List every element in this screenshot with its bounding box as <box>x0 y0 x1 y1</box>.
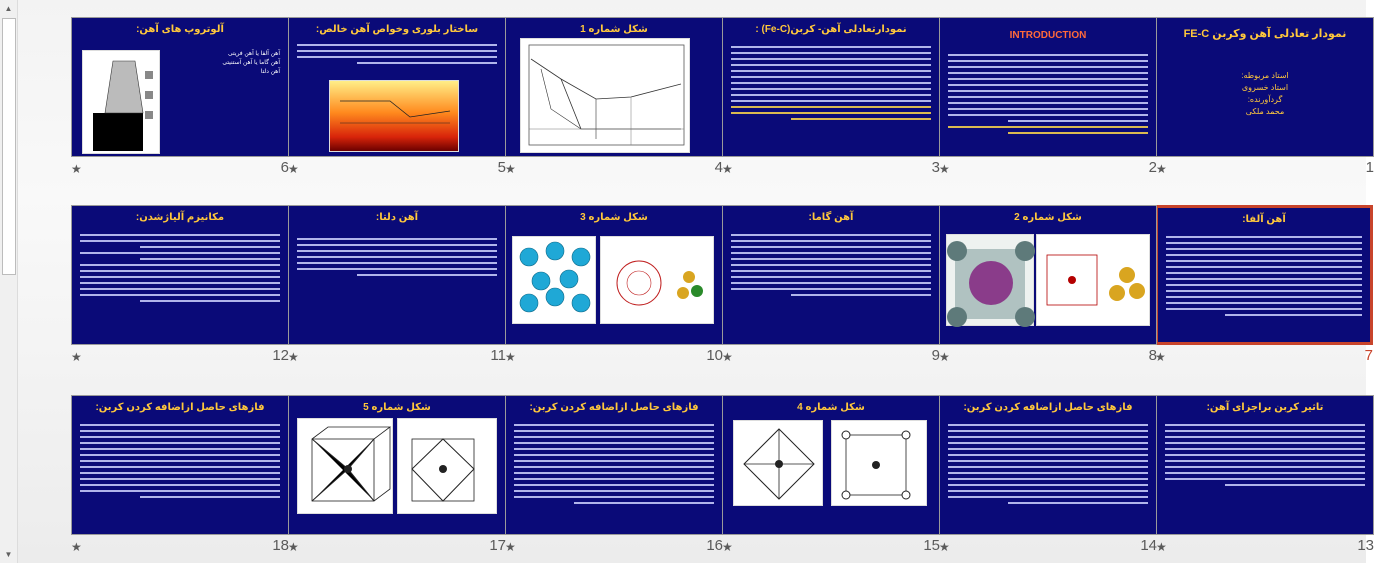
slide-thumbnail-1[interactable] <box>1156 17 1380 182</box>
phase-diagram-image <box>520 38 690 153</box>
star-icon[interactable]: ★ <box>722 540 733 554</box>
bcc-lattice-image <box>1036 234 1150 326</box>
slide-text-block <box>948 54 1148 138</box>
slide-number: 17 <box>489 537 506 554</box>
slide-number: 13 <box>1357 537 1374 554</box>
bullet-item: آهن آلفا یا آهن فریتی <box>228 51 280 57</box>
cubic-lattice-icon <box>398 419 498 515</box>
slide-text-block <box>731 46 931 124</box>
slide-preview[interactable] <box>288 205 506 345</box>
temperature-chart-image <box>329 80 459 152</box>
bcc-structure-image <box>946 234 1034 326</box>
slide-thumbnail-16[interactable] <box>505 395 729 560</box>
tetrahedral-lattice-icon <box>298 419 394 515</box>
slide-number: 4 <box>714 159 723 176</box>
star-icon[interactable]: ★ <box>1156 540 1167 554</box>
slide-preview[interactable] <box>71 17 289 157</box>
star-icon[interactable]: ★ <box>71 540 82 554</box>
slide-preview[interactable] <box>939 395 1157 535</box>
crystal-lattice-image-a <box>297 418 393 514</box>
slide-number: 2 <box>1148 159 1157 176</box>
slide-preview[interactable] <box>288 395 506 535</box>
slide-preview[interactable] <box>505 395 723 535</box>
slide-thumbnail-15[interactable] <box>722 395 946 560</box>
slide-title: شکل شماره 5 <box>363 402 431 413</box>
slide-title: INTRODUCTION <box>1009 30 1087 41</box>
slide-number: 8 <box>1148 347 1157 364</box>
slide-text-block <box>1165 424 1365 490</box>
slide-thumbnail-7[interactable] <box>1155 205 1379 370</box>
slide-thumbnail-5[interactable] <box>288 17 512 182</box>
slide-number: 11 <box>490 347 506 364</box>
slide-title: آهن دلتا: <box>375 212 419 223</box>
slide-text-block <box>948 424 1148 508</box>
slide-title: آهن آلفا: <box>1242 214 1286 225</box>
crystal-lattice-image-a <box>733 420 823 506</box>
slide-preview[interactable] <box>71 205 289 345</box>
star-icon[interactable]: ★ <box>505 350 516 364</box>
slide-title: آهن گاما: <box>808 212 854 223</box>
slide-number: 15 <box>923 537 940 554</box>
slide-preview[interactable] <box>722 205 940 345</box>
bcc-lattice-icon <box>1037 235 1151 327</box>
star-icon[interactable]: ★ <box>288 540 299 554</box>
star-icon[interactable]: ★ <box>71 350 82 364</box>
slide-thumbnail-18[interactable] <box>71 395 295 560</box>
slide-text-line: گردآورنده: <box>1247 95 1283 104</box>
star-icon[interactable]: ★ <box>505 162 516 176</box>
slide-preview[interactable] <box>1156 395 1374 535</box>
bullet-item: آهن دلتا <box>260 69 280 75</box>
star-icon[interactable]: ★ <box>1155 350 1166 364</box>
slide-preview[interactable] <box>1156 17 1374 157</box>
crystal-lattice-image-b <box>831 420 927 506</box>
slide-number: 3 <box>931 159 940 176</box>
fcc-structure-image <box>512 236 596 324</box>
slide-number: 14 <box>1140 537 1157 554</box>
slide-bullets <box>182 50 280 150</box>
star-icon[interactable]: ★ <box>939 162 950 176</box>
slide-thumbnail-6[interactable] <box>71 17 295 182</box>
slide-number: 5 <box>497 159 506 176</box>
slide-thumbnail-13[interactable] <box>1156 395 1380 560</box>
slide-thumbnail-3[interactable] <box>722 17 946 182</box>
slide-text-block <box>731 234 931 300</box>
slide-text-line: استاد خسروی <box>1241 83 1289 92</box>
slide-thumbnail-14[interactable] <box>939 395 1163 560</box>
slide-text-line: استاد مربوطه: <box>1241 71 1289 80</box>
slide-preview[interactable] <box>939 17 1157 157</box>
slide-text-line: محمد ملکی <box>1245 107 1285 116</box>
scroll-up-arrow-icon[interactable]: ▲ <box>4 4 13 13</box>
slide-thumbnail-17[interactable] <box>288 395 512 560</box>
slide-title: تاثیر کربن براجزای آهن: <box>1206 402 1324 413</box>
slide-thumbnail-9[interactable] <box>722 205 946 370</box>
slide-text-block <box>1166 236 1362 320</box>
slide-preview[interactable] <box>939 205 1157 345</box>
slide-preview[interactable] <box>505 17 723 157</box>
slide-title: شکل شماره 4 <box>797 402 865 413</box>
star-icon[interactable]: ★ <box>939 350 950 364</box>
slide-title: شکل شماره 1 <box>580 24 648 35</box>
star-icon[interactable]: ★ <box>505 540 516 554</box>
slide-body <box>1165 70 1365 150</box>
slide-thumbnail-2[interactable] <box>939 17 1163 182</box>
slide-text-block <box>297 238 497 280</box>
slide-thumbnail-12[interactable] <box>71 205 295 370</box>
phase-diagram-icon <box>521 39 691 154</box>
slide-preview[interactable] <box>505 205 723 345</box>
star-icon[interactable]: ★ <box>1156 162 1167 176</box>
slide-text-block <box>297 44 497 68</box>
slide-text-block <box>514 424 714 508</box>
slide-title: فازهای حاصل ازاضافه کردن کربن: <box>529 402 699 413</box>
slide-title: فازهای حاصل ازاضافه کردن کربن: <box>963 402 1133 413</box>
slide-preview[interactable] <box>1155 205 1373 345</box>
star-icon[interactable]: ★ <box>71 162 82 176</box>
slide-title: شکل شماره 2 <box>1014 212 1082 223</box>
star-icon[interactable]: ★ <box>939 540 950 554</box>
slide-preview[interactable] <box>288 17 506 157</box>
allotrope-diagram-icon <box>83 51 161 155</box>
star-icon[interactable]: ★ <box>722 162 733 176</box>
slide-title: ساختار بلوری وخواص آهن خالص: <box>315 24 479 35</box>
slide-number: 12 <box>272 347 289 364</box>
slide-preview[interactable] <box>722 395 940 535</box>
slide-number: 16 <box>706 537 723 554</box>
slide-number: 1 <box>1365 159 1374 176</box>
vertical-scrollbar[interactable] <box>0 0 18 563</box>
bcc-cube-icon <box>947 235 1035 327</box>
octahedral-lattice-icon <box>734 421 824 507</box>
slide-preview[interactable] <box>722 17 940 157</box>
slide-title: شکل شماره 3 <box>580 212 648 223</box>
slide-number: 7 <box>1364 347 1373 364</box>
scroll-down-arrow-icon[interactable]: ▼ <box>4 550 13 559</box>
slide-text-block <box>80 234 280 306</box>
slide-thumbnail-4[interactable] <box>505 17 729 182</box>
slide-number: 6 <box>280 159 289 176</box>
slide-text-block <box>80 424 280 502</box>
star-icon[interactable]: ★ <box>288 162 299 176</box>
slide-number: 18 <box>272 537 289 554</box>
allotrope-figure <box>82 50 160 154</box>
fcc-lattice-image <box>600 236 714 324</box>
slide-title: آلوتروپ های آهن: <box>136 24 224 35</box>
star-icon[interactable]: ★ <box>722 350 733 364</box>
slide-thumbnail-8[interactable] <box>939 205 1163 370</box>
scroll-thumb[interactable] <box>2 18 16 275</box>
slide-title: نمودار تعادلی آهن وکربن FE-C <box>1183 28 1347 40</box>
slide-title: فازهای حاصل ازاضافه کردن کربن: <box>95 402 265 413</box>
fcc-spheres-icon <box>513 237 597 325</box>
slide-title: مکانیزم آلیاژشدن: <box>135 212 225 223</box>
slide-number: 9 <box>931 347 940 364</box>
slide-title: نمودارتعادلی آهن- کربن(Fe-C) : <box>755 24 907 35</box>
fcc-lattice-icon <box>601 237 715 325</box>
slide-thumbnail-11[interactable] <box>288 205 512 370</box>
crystal-lattice-image-b <box>397 418 497 514</box>
chart-lines-icon <box>330 81 460 153</box>
slide-thumbnail-10[interactable] <box>505 205 729 370</box>
slide-preview[interactable] <box>71 395 289 535</box>
bullet-item: آهن گاما یا آهن آستنیتی <box>222 60 280 66</box>
cubic-lattice-icon <box>832 421 928 507</box>
star-icon[interactable]: ★ <box>288 350 299 364</box>
slide-number: 10 <box>706 347 723 364</box>
